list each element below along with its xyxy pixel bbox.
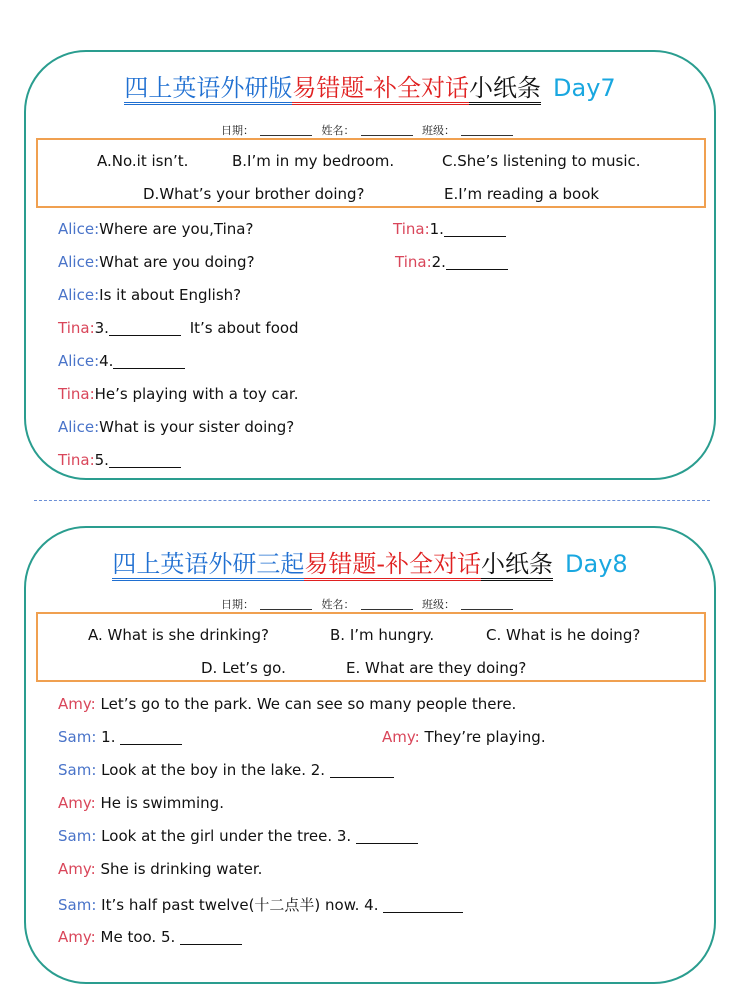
speaker-label: Tina:	[393, 220, 430, 238]
speaker-label: Tina:	[58, 385, 95, 403]
answer-blank-3[interactable]	[356, 843, 418, 844]
line-text: What are you doing?	[99, 253, 255, 271]
dialogue-line	[58, 319, 299, 337]
dialogue-line	[58, 385, 298, 403]
dialogue-line	[395, 253, 508, 271]
answer-blank-4[interactable]	[113, 368, 185, 369]
speaker-label: Alice:	[58, 253, 100, 271]
speaker-label: Alice:	[58, 352, 100, 370]
day8-title-part2: 易错题-补全对话	[304, 550, 481, 581]
option-e: E.I’m reading a book	[444, 185, 600, 203]
speaker-label: Tina:	[58, 319, 95, 337]
day8-card	[24, 526, 716, 984]
speaker-label: Alice:	[58, 220, 100, 238]
line-text: She is drinking water.	[100, 860, 263, 878]
option-c: C.She’s listening to music.	[442, 152, 641, 170]
dialogue-line	[58, 827, 418, 845]
day8-title-part1: 四上英语外研三起	[112, 550, 304, 581]
class-label: 班级：	[422, 598, 455, 611]
day8-info-row	[26, 596, 714, 612]
day7-title-day: Day7	[553, 74, 616, 102]
line-text: 2.	[431, 253, 446, 271]
name-label: 姓名：	[321, 124, 355, 137]
option-b: B.I’m in my bedroom.	[232, 152, 395, 170]
line-text: Let’s go to the park. We can see so many people there.	[100, 695, 517, 713]
speaker-label: Tina:	[395, 253, 432, 271]
dialogue-line	[58, 418, 294, 436]
line-text: What is your sister doing?	[99, 418, 295, 436]
day8-title-part3: 小纸条	[481, 550, 553, 581]
speaker-label: Amy:	[382, 728, 420, 746]
speaker-label: Alice:	[58, 418, 100, 436]
speaker-label: Sam:	[58, 761, 97, 779]
class-label: 班级：	[422, 124, 455, 137]
day8-title-day: Day8	[565, 550, 628, 578]
speaker-label: Tina:	[58, 451, 95, 469]
dialogue-line	[58, 253, 255, 271]
class-blank[interactable]	[461, 609, 513, 610]
day7-card	[24, 50, 716, 480]
line-text: 5.	[94, 451, 109, 469]
line-text-after: It’s about food	[184, 319, 299, 337]
dialogue-line	[58, 352, 185, 370]
dialogue-line	[58, 728, 182, 746]
line-text: Where are you,Tina?	[99, 220, 254, 238]
speaker-label: Amy:	[58, 794, 96, 812]
line-text: 1.	[429, 220, 444, 238]
date-label: 日期：	[221, 598, 254, 611]
dialogue-line	[58, 860, 262, 878]
option-d: D. Let’s go.	[201, 659, 286, 677]
answer-blank-1[interactable]	[120, 744, 182, 745]
day7-options-box	[36, 138, 706, 208]
dialogue-line	[58, 286, 241, 304]
day8-options-box	[36, 612, 706, 682]
dialogue-line	[58, 695, 516, 713]
speaker-label: Amy:	[58, 860, 96, 878]
dialogue-line	[58, 794, 224, 812]
option-d: D.What’s your brother doing?	[143, 185, 365, 203]
option-e: E. What are they doing?	[346, 659, 527, 677]
line-text: It’s half past twelve(十二点半) now. 4.	[101, 896, 379, 914]
day7-info-row	[26, 122, 714, 138]
option-c: C. What is he doing?	[486, 626, 641, 644]
answer-blank-5[interactable]	[180, 944, 242, 945]
date-blank[interactable]	[260, 609, 312, 610]
date-blank[interactable]	[260, 135, 312, 136]
answer-blank-2[interactable]	[330, 777, 394, 778]
name-label: 姓名：	[321, 598, 355, 611]
name-blank[interactable]	[361, 609, 413, 610]
line-text: Look at the boy in the lake. 2.	[101, 761, 326, 779]
dialogue-line	[58, 220, 253, 238]
speaker-label: Alice:	[58, 286, 100, 304]
line-text: 3.	[94, 319, 109, 337]
option-a: A.No.it isn’t.	[97, 152, 189, 170]
line-text: Look at the girl under the tree. 3.	[101, 827, 352, 845]
line-text: Is it about English?	[99, 286, 242, 304]
day7-title-part2: 易错题-补全对话	[292, 74, 469, 105]
speaker-label: Amy:	[58, 695, 96, 713]
dialogue-line	[58, 761, 394, 779]
line-text: Me too. 5.	[100, 928, 176, 946]
option-a: A. What is she drinking?	[88, 626, 269, 644]
speaker-label: Sam:	[58, 728, 97, 746]
dialogue-line	[58, 928, 242, 946]
line-text: He’s playing with a toy car.	[94, 385, 299, 403]
day8-title	[26, 544, 714, 579]
option-b: B. I’m hungry.	[330, 626, 435, 644]
line-text: 1.	[101, 728, 116, 746]
class-blank[interactable]	[461, 135, 513, 136]
answer-blank-4[interactable]	[383, 912, 463, 913]
day7-title	[26, 68, 714, 103]
line-text: 4.	[99, 352, 114, 370]
dialogue-line	[393, 220, 506, 238]
speaker-label: Sam:	[58, 827, 97, 845]
day7-title-part1: 四上英语外研版	[124, 74, 292, 105]
answer-blank-2[interactable]	[446, 269, 508, 270]
name-blank[interactable]	[361, 135, 413, 136]
day7-title-part3: 小纸条	[469, 74, 541, 105]
dialogue-line	[58, 451, 181, 469]
answer-blank-5[interactable]	[109, 467, 181, 468]
answer-blank-1[interactable]	[444, 236, 506, 237]
date-label: 日期：	[221, 124, 254, 137]
dashed-divider	[34, 500, 710, 501]
line-text: They’re playing.	[424, 728, 546, 746]
speaker-label: Amy:	[58, 928, 96, 946]
dialogue-line	[58, 894, 463, 915]
line-text: He is swimming.	[100, 794, 224, 812]
speaker-label: Sam:	[58, 896, 97, 914]
answer-blank-3[interactable]	[109, 335, 181, 336]
dialogue-line	[382, 728, 546, 746]
